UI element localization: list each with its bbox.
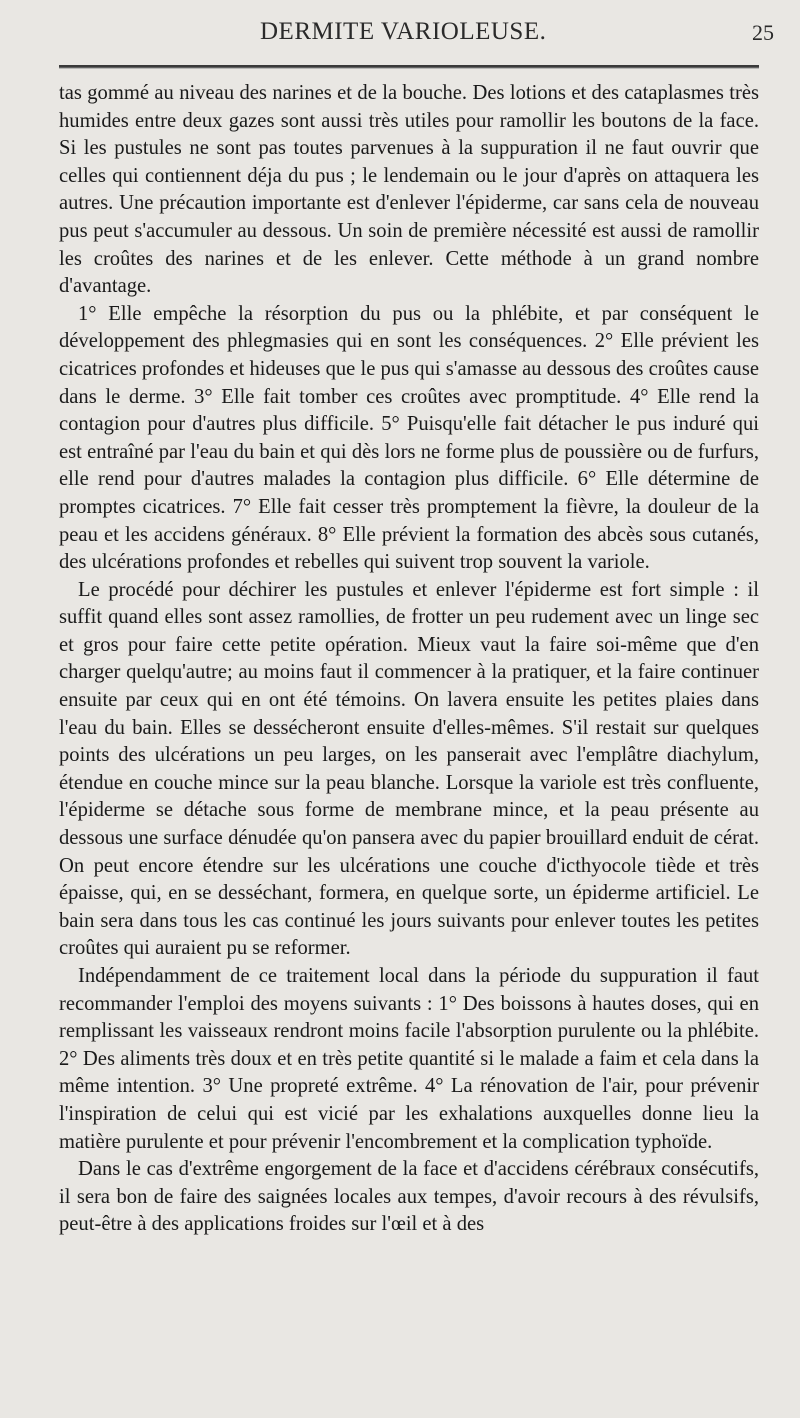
- paragraph: 1° Elle empêche la résorption du pus ou la phlébite, et par conséquent le développement des phlegmasies qui en sont les conséquences. 2° Elle prévient les cicatrices profondes et hideuses que le pus qui s'amasse au dessous des croûtes cause dans le derme. 3° Elle fait tomber ces croûtes avec promptitude. 4° Elle rend la contagion pour d'autres plus difficile. 5° Puisqu'elle fait détacher le pus induré qui est entraîné par l'eau du bain et qui dès lors ne forme plus de poussière ou de furfurs, elle rend pour d'autres malades la contagion plus difficile. 6° Elle détermine de promptes cicatrices. 7° Elle fait cesser très promptement la fièvre, la douleur de la peau et les accidens généraux. 8° Elle prévient la formation des abcès sous cutanés, des ulcérations profondes et rebelles qui suivent trop souvent la variole.: [59, 302, 759, 574]
- page-number: 25: [752, 20, 774, 45]
- paragraph: tas gommé au niveau des narines et de la bouche. Des lotions et des cataplasmes très humides entre deux gazes sont aussi très utiles pour ramollir les boutons de la face. Si les pustules ne sont pas toutes parvenues à la suppuration il ne faut ouvrir que celles qui contiennent déja du pus ; le lendemain ou le jour d'après on attaquera les autres. Une précaution importante est d'enlever l'épiderme, car sans cela de nouveau pus peut s'accumuler au dessous. Un soin de première nécessité est aussi de ramollir les croûtes des narines et de les enlever. Cette méthode à un grand nombre d'avantage.: [59, 82, 759, 298]
- paragraph: Indépendamment de ce traitement local dans la période du suppuration il faut recommander l'emploi des moyens suivants : 1° Des boissons à hautes doses, qui en remplissant les vaisseaux rendront moins facile l'absorption purulente ou la phlébite. 2° Des aliments très doux et en très petite quantité si le malade a faim et cela dans la même intention. 3° Une propreté extrême. 4° La rénovation de l'air, pour prévenir l'inspiration de celui qui est vicié par les exhalations auxquelles donne lieu la matière purulente et pour prévenir l'encombrement et la complication typhoïde.: [59, 965, 759, 1153]
- page-header: [0, 18, 800, 58]
- header-rule: [59, 65, 759, 69]
- paragraph: Dans le cas d'extrême engorgement de la face et d'accidens cérébraux consécutifs, il sera bon de faire des saignées locales aux tempes, d'avoir recours à des révulsifs, peut-être à des applications froides sur l'œil et à des: [59, 1158, 759, 1236]
- body-text: [59, 80, 759, 1239]
- running-title: DERMITE VARIOLEUSE.: [260, 18, 547, 45]
- paragraph: Le procédé pour déchirer les pustules et enlever l'épiderme est fort simple : il suffit quand elles sont assez ramollies, de frotter un peu rudement avec un linge sec et gros pour faire cette petite opération. Mieux vaut la faire soi-même que d'en charger quelqu'autre; au moins faut il commencer à la pratiquer, et la faire continuer ensuite par ceux qui en ont été témoins. On lavera ensuite les petites plaies dans l'eau du bain. Elles se dessécheront ensuite d'elles-mêmes. S'il restait sur quelques points des ulcérations un peu larges, on les panserait avec l'emplâtre diachylum, étendue en couche mince sur la peau blanche. Lorsque la variole est très confluente, l'épiderme se détache sous forme de membrane mince, et la peau présente au dessous une surface dénudée qu'on pansera avec du papier brouillard enduit de cérat. On peut encore étendre sur les ulcérations une couche d'icthyocole tiède et très épaisse, qui, en se desséchant, formera, en quelque sorte, un épiderme artificiel. Le bain sera dans tous les cas continué les jours suivants pour enlever toutes les petites croûtes qui auraient pu se reformer.: [59, 578, 759, 960]
